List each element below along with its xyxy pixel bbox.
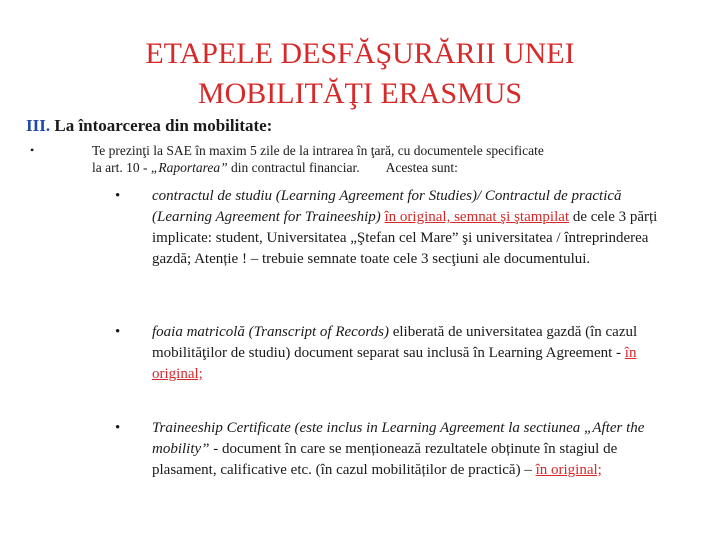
- title-line-1: ETAPELE DESFĂŞURĂRII UNEI: [145, 37, 575, 70]
- item-italic: Traineeship Certificate (este inclus in Learning Agreement la sectiunea „After the mobility” -: [152, 420, 645, 457]
- intro-bullet: •: [30, 143, 35, 157]
- list-bullet: •: [115, 324, 121, 340]
- item-rest: eliberată de universitatea gazdă (în cazul mobilităţilor de studiu) document separat sau inclusă în Learning Agreement -: [152, 324, 638, 361]
- list-bullet: •: [115, 420, 121, 436]
- item-red: în original, semnat şi ştampilat: [384, 209, 570, 225]
- list-bullet: •: [115, 188, 121, 204]
- intro-line-2-a: la art. 10 -: [92, 160, 151, 175]
- intro-line-2: [92, 159, 686, 176]
- item-rest: de cele 3 părți implicate: student, Universitatea „Ştefan cel Mare” şi universitatea / întreprinderea gazdă; Atenție ! – trebuie semnate toate cele 3 secţiuni ale documentului.: [152, 209, 658, 267]
- list-item-text: [152, 186, 682, 270]
- section-heading: [26, 116, 272, 136]
- intro-line-1: Te prezinţi la SAE în maxim 5 zile de la intrarea în ţară, cu documentele specificate: [92, 143, 544, 158]
- list-item-text: [152, 418, 682, 481]
- item-rest: document în care se menționează rezultatele obținute în stagiul de plasament, calificative etc. (în cazul mobilităților de practică) –: [152, 441, 618, 478]
- intro-line-2-c: din contractul financiar.: [227, 160, 360, 175]
- intro-acestea: Acestea sunt:: [385, 160, 458, 175]
- section-text: La întoarcerea din mobilitate:: [50, 116, 273, 135]
- item-red: în original;: [152, 345, 637, 382]
- item-red: în original;: [535, 462, 602, 478]
- list-item: [0, 186, 720, 270]
- slide-title: [40, 34, 680, 114]
- title-line-2: MOBILITĂŢI ERASMUS: [197, 77, 523, 110]
- item-italic: foaia matricolă (Transcript of Records): [152, 324, 389, 340]
- item-italic: contractul de studiu (Learning Agreement for Studies)/ Contractul de practică (Learning Agreement for Traineeship): [152, 188, 622, 225]
- section-number: III.: [26, 116, 51, 135]
- list-item-text: [152, 322, 682, 385]
- intro-paragraph: [26, 142, 686, 176]
- list-item: [0, 322, 720, 385]
- intro-raportarea: „Raportarea”: [150, 160, 228, 175]
- list-item: [0, 418, 720, 481]
